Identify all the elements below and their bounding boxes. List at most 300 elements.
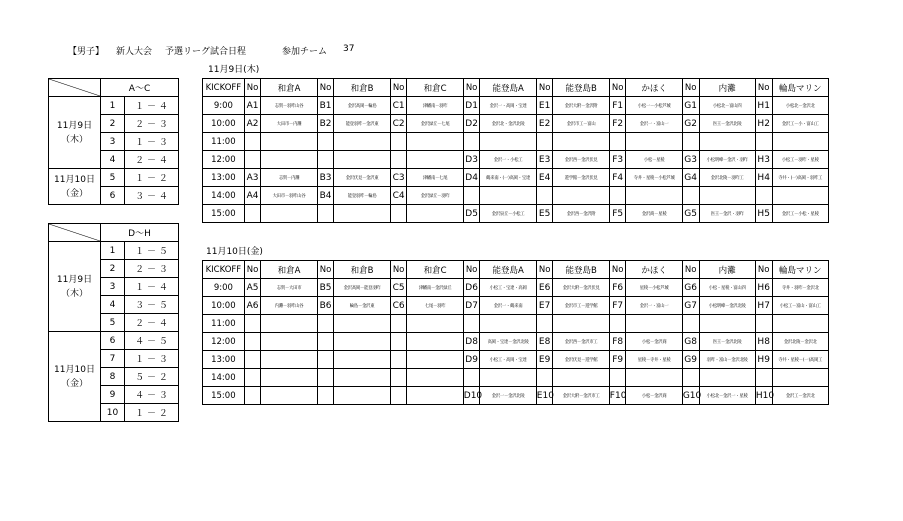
match-teams: 金沢工－小・富山工 — [772, 115, 828, 133]
match-code: G3 — [682, 151, 699, 169]
table-row — [203, 315, 829, 333]
match-code: G10 — [682, 387, 699, 405]
table-row — [203, 115, 829, 133]
match-code: C1 — [390, 97, 407, 115]
match-teams — [699, 315, 755, 333]
match-no: 2 — [101, 115, 125, 133]
match-teams: 七尾－羽咋 — [407, 297, 463, 315]
match-no: 1 — [101, 242, 125, 260]
match-code: B3 — [317, 169, 334, 187]
match-no: 7 — [101, 350, 125, 368]
match-code: G9 — [682, 351, 699, 369]
match-pair: ４ － ５ — [125, 332, 179, 350]
match-teams — [407, 151, 463, 169]
match-teams: 輪島－金沢東 — [334, 297, 390, 315]
match-code: D4 — [463, 169, 480, 187]
match-code — [536, 315, 553, 333]
match-code — [390, 315, 407, 333]
match-code: E8 — [536, 333, 553, 351]
match-code — [390, 333, 407, 351]
match-code: G2 — [682, 115, 699, 133]
kickoff-time: 13:00 — [203, 351, 245, 369]
match-code: E4 — [536, 169, 553, 187]
kickoff-time: 12:00 — [203, 333, 245, 351]
match-code — [609, 315, 626, 333]
match-code: E6 — [536, 279, 553, 297]
match-pair: １ － ３ — [125, 350, 179, 368]
match-code: F6 — [609, 279, 626, 297]
day1-date-label: 11月9日(木) — [208, 65, 260, 75]
venue-header: 和倉C — [407, 261, 463, 279]
kickoff-time: 11:00 — [203, 315, 245, 333]
venue-header: 和倉C — [407, 79, 463, 97]
match-code — [317, 133, 334, 151]
diagonal-corner — [49, 79, 101, 97]
match-code: H4 — [755, 169, 772, 187]
match-teams: 遊学館－金沢伏見 — [553, 169, 609, 187]
match-code: B6 — [317, 297, 334, 315]
match-code: C6 — [390, 297, 407, 315]
match-teams: 小松工・高岡・宝達 — [480, 351, 536, 369]
match-teams — [261, 387, 317, 405]
match-teams: 寺井・星稜－(一)高岡工 — [772, 351, 828, 369]
match-code — [244, 387, 261, 405]
match-code — [390, 133, 407, 151]
table-row — [203, 369, 829, 387]
kickoff-time: 10:00 — [203, 297, 245, 315]
table-row — [203, 279, 829, 297]
venue-header: 能登島A — [480, 79, 536, 97]
match-teams — [334, 351, 390, 369]
match-no: 10 — [101, 404, 125, 422]
match-teams — [772, 369, 828, 387]
match-pair: ２ － ４ — [125, 151, 179, 169]
match-code: C5 — [390, 279, 407, 297]
match-teams — [334, 133, 390, 151]
match-teams: 小松工・宝達・高岡 — [480, 279, 536, 297]
match-no: 6 — [101, 332, 125, 350]
match-teams: 能登羽咋－金沢東 — [334, 115, 390, 133]
match-code — [682, 133, 699, 151]
match-teams — [699, 187, 755, 205]
match-teams — [626, 369, 682, 387]
schedule-header-row — [203, 79, 829, 97]
match-no: 3 — [101, 133, 125, 151]
match-code — [536, 133, 553, 151]
match-pair: １ － ４ — [125, 278, 179, 296]
no-header: No — [463, 79, 480, 97]
venue-header: 能登島A — [480, 261, 536, 279]
match-teams — [480, 315, 536, 333]
match-teams — [407, 351, 463, 369]
match-code: D2 — [463, 115, 480, 133]
no-header: No — [536, 261, 553, 279]
match-code: H9 — [755, 351, 772, 369]
match-code: D10 — [463, 387, 480, 405]
no-header: No — [682, 261, 699, 279]
match-code — [463, 315, 480, 333]
no-header: No — [317, 79, 334, 97]
match-teams: 金沢一・高岡・宝達 — [480, 97, 536, 115]
match-teams — [261, 315, 317, 333]
match-code — [390, 387, 407, 405]
match-teams — [626, 315, 682, 333]
match-code: H2 — [755, 115, 772, 133]
table-row — [203, 205, 829, 223]
kickoff-header: KICKOFF — [203, 79, 245, 97]
match-teams: 金沢伏見－遊学館 — [553, 351, 609, 369]
match-code — [682, 187, 699, 205]
match-pair: ２ － ４ — [125, 314, 179, 332]
match-teams — [407, 315, 463, 333]
schedule-title: 予選リーグ試合日程 — [165, 47, 247, 57]
day2-schedule-table — [202, 260, 829, 405]
date-cell: 11月9日 （木） — [49, 242, 101, 332]
match-code — [755, 187, 772, 205]
match-teams: 津幡南－金沢緑丘 — [407, 279, 463, 297]
match-teams: 星稜－小松芦城 — [626, 279, 682, 297]
match-code — [609, 187, 626, 205]
match-teams — [261, 133, 317, 151]
match-teams: 星稜－寺井・星稜 — [626, 351, 682, 369]
match-teams — [261, 351, 317, 369]
match-teams: 鶴来南・(一)高岡・宝達 — [480, 169, 536, 187]
match-code: F5 — [609, 205, 626, 223]
no-header: No — [755, 79, 772, 97]
match-teams: 金沢緑丘－七尾 — [407, 115, 463, 133]
match-teams — [553, 369, 609, 387]
match-teams: 金沢大附－金沢伏見 — [553, 279, 609, 297]
match-code: E1 — [536, 97, 553, 115]
match-pair: ５ － ２ — [125, 368, 179, 386]
match-no: 2 — [101, 260, 125, 278]
match-code: F7 — [609, 297, 626, 315]
diagonal-corner — [49, 224, 101, 242]
match-teams — [334, 387, 390, 405]
venue-header: 和倉B — [334, 261, 390, 279]
match-code: E3 — [536, 151, 553, 169]
match-code: F8 — [609, 333, 626, 351]
match-teams: 寺井・星稜－小松芦城 — [626, 169, 682, 187]
match-teams — [772, 133, 828, 151]
venue-header: 和倉A — [261, 79, 317, 97]
venue-header: 輪島マリン — [772, 261, 828, 279]
match-code — [317, 315, 334, 333]
table-row — [203, 187, 829, 205]
kickoff-header: KICKOFF — [203, 261, 245, 279]
match-code: E7 — [536, 297, 553, 315]
match-code — [682, 315, 699, 333]
match-code — [390, 351, 407, 369]
match-code: C4 — [390, 187, 407, 205]
match-teams: 内灘－羽咋山谷 — [261, 297, 317, 315]
match-teams — [407, 205, 463, 223]
match-pair: １ － ２ — [125, 169, 179, 187]
teams-label: 参加チーム — [282, 47, 328, 57]
venue-header: かほく — [626, 79, 682, 97]
match-code: F9 — [609, 351, 626, 369]
kickoff-time: 11:00 — [203, 133, 245, 151]
match-code: C2 — [390, 115, 407, 133]
match-teams — [407, 133, 463, 151]
match-pair: ２ － ３ — [125, 115, 179, 133]
match-no: 1 — [101, 97, 125, 115]
match-teams — [261, 369, 317, 387]
match-code — [244, 133, 261, 151]
match-teams: 小松・星稜・富山四 — [699, 279, 755, 297]
match-pair: ３ － ４ — [125, 187, 179, 205]
match-code: D9 — [463, 351, 480, 369]
match-no: 4 — [101, 151, 125, 169]
no-header: No — [390, 261, 407, 279]
match-code: D8 — [463, 333, 480, 351]
venue-header: 内灘 — [699, 261, 755, 279]
match-teams: 医王－金沢北陵 — [699, 115, 755, 133]
match-code: G1 — [682, 97, 699, 115]
match-teams — [772, 315, 828, 333]
match-code — [609, 133, 626, 151]
match-teams: 金沢一・富山一 — [626, 115, 682, 133]
match-code — [390, 369, 407, 387]
kickoff-time: 9:00 — [203, 279, 245, 297]
match-teams: 津幡南－羽咋 — [407, 97, 463, 115]
match-teams — [772, 187, 828, 205]
no-header: No — [682, 79, 699, 97]
match-pair: ４ － ３ — [125, 386, 179, 404]
match-code — [244, 369, 261, 387]
match-teams: 志賀－大田市 — [261, 279, 317, 297]
venue-header: かほく — [626, 261, 682, 279]
match-code: B4 — [317, 187, 334, 205]
venue-header: 能登島B — [553, 79, 609, 97]
no-header: No — [390, 79, 407, 97]
match-teams: 志賀－羽咋山谷 — [261, 97, 317, 115]
date-cell: 11月10日 （金） — [49, 332, 101, 422]
match-code — [463, 369, 480, 387]
group-ac-title: A～C — [101, 79, 179, 97]
match-code: B1 — [317, 97, 334, 115]
match-teams: 金沢伏見－金沢東 — [334, 169, 390, 187]
match-teams: 金沢高岡－能登羽咋 — [334, 279, 390, 297]
match-teams — [553, 315, 609, 333]
match-code: H5 — [755, 205, 772, 223]
table-row — [203, 333, 829, 351]
match-code — [390, 205, 407, 223]
match-teams: 大田市－内灘 — [261, 115, 317, 133]
match-teams: 高岡・宝達－金沢北陵 — [480, 333, 536, 351]
gender-label: 【男子】 — [68, 47, 105, 57]
match-teams: 金沢北・金沢北陵 — [480, 115, 536, 133]
table-row — [203, 387, 829, 405]
match-code: D5 — [463, 205, 480, 223]
no-header: No — [317, 261, 334, 279]
match-code: G7 — [682, 297, 699, 315]
match-code — [244, 315, 261, 333]
match-teams — [480, 187, 536, 205]
match-code: A1 — [244, 97, 261, 115]
match-code: E9 — [536, 351, 553, 369]
match-teams — [334, 151, 390, 169]
match-teams: 金沢一・富山一 — [626, 297, 682, 315]
match-code: H8 — [755, 333, 772, 351]
match-code: G5 — [682, 205, 699, 223]
match-teams: 金沢工－小松・星稜 — [772, 205, 828, 223]
match-teams: 金沢一・鶴来南 — [480, 297, 536, 315]
match-code — [390, 151, 407, 169]
match-code — [609, 369, 626, 387]
no-header: No — [463, 261, 480, 279]
kickoff-time: 10:00 — [203, 115, 245, 133]
match-code: G4 — [682, 169, 699, 187]
group-dh-title: D～H — [101, 224, 179, 242]
match-code — [682, 369, 699, 387]
match-code: E2 — [536, 115, 553, 133]
match-code: A6 — [244, 297, 261, 315]
table-row — [203, 97, 829, 115]
match-teams: 金沢市工－遊学館 — [553, 297, 609, 315]
match-code: A4 — [244, 187, 261, 205]
date-cell: 11月9日 （木） — [49, 97, 101, 169]
match-teams: 金沢一・小松工 — [480, 151, 536, 169]
match-teams: 小松北－金沢一・星稜 — [699, 387, 755, 405]
match-pair: ２ － ３ — [125, 260, 179, 278]
kickoff-time: 9:00 — [203, 97, 245, 115]
no-header: No — [609, 261, 626, 279]
match-code: D1 — [463, 97, 480, 115]
match-teams: 金沢北陵－羽咋工 — [699, 169, 755, 187]
match-teams: 志賀－内灘 — [261, 169, 317, 187]
no-header: No — [244, 79, 261, 97]
match-teams: 小松工－富山・富山工 — [772, 297, 828, 315]
schedule-header-row — [203, 261, 829, 279]
venue-header: 和倉B — [334, 79, 390, 97]
match-teams: 金沢工－金沢北 — [772, 387, 828, 405]
match-code: B5 — [317, 279, 334, 297]
venue-header: 内灘 — [699, 79, 755, 97]
match-teams — [334, 333, 390, 351]
match-code: F1 — [609, 97, 626, 115]
match-teams — [261, 205, 317, 223]
table-row — [203, 169, 829, 187]
match-no: 8 — [101, 368, 125, 386]
match-code — [755, 133, 772, 151]
kickoff-time: 13:00 — [203, 169, 245, 187]
date-cell: 11月10日 （金） — [49, 169, 101, 205]
match-code: F10 — [609, 387, 626, 405]
match-teams: 寺井・(一)高岡・羽咋工 — [772, 169, 828, 187]
kickoff-time: 15:00 — [203, 205, 245, 223]
match-no: 5 — [101, 314, 125, 332]
venue-header: 能登島B — [553, 261, 609, 279]
match-teams: 金沢高岡－輪島 — [334, 97, 390, 115]
match-teams: 金沢市工－富山 — [553, 115, 609, 133]
match-teams: 小松北－富山四 — [699, 97, 755, 115]
match-teams: 医王－金沢北陵 — [699, 333, 755, 351]
match-teams — [553, 133, 609, 151]
match-code — [755, 315, 772, 333]
match-teams — [334, 315, 390, 333]
match-teams — [699, 133, 755, 151]
match-code: H3 — [755, 151, 772, 169]
venue-header: 輪島マリン — [772, 79, 828, 97]
match-teams: 小松一－小松芦城 — [626, 97, 682, 115]
match-teams — [699, 369, 755, 387]
match-code: H1 — [755, 97, 772, 115]
kickoff-time: 15:00 — [203, 387, 245, 405]
match-code: G8 — [682, 333, 699, 351]
match-code: F4 — [609, 169, 626, 187]
match-teams — [261, 333, 317, 351]
match-code: D6 — [463, 279, 480, 297]
day1-schedule-table — [202, 78, 829, 223]
match-teams: 金沢大附－金沢市工 — [553, 387, 609, 405]
kickoff-time: 12:00 — [203, 151, 245, 169]
kickoff-time: 14:00 — [203, 187, 245, 205]
table-row — [203, 351, 829, 369]
match-teams: 大田市－羽咋山谷 — [261, 187, 317, 205]
match-teams: 医王－金沢・羽咋 — [699, 205, 755, 223]
match-code — [244, 205, 261, 223]
match-code — [463, 133, 480, 151]
day2-date-label: 11月10日(金) — [206, 247, 263, 257]
no-header: No — [244, 261, 261, 279]
match-teams: 金沢西－金沢伏見 — [553, 151, 609, 169]
match-teams — [334, 369, 390, 387]
match-code: H10 — [755, 387, 772, 405]
match-code — [317, 333, 334, 351]
match-teams: 金沢西－金沢附 — [553, 205, 609, 223]
match-code: A2 — [244, 115, 261, 133]
match-code — [317, 387, 334, 405]
match-teams — [407, 333, 463, 351]
match-code: H6 — [755, 279, 772, 297]
match-teams: 寺井・羽咋－金沢北 — [772, 279, 828, 297]
match-code: E10 — [536, 387, 553, 405]
match-code: F3 — [609, 151, 626, 169]
match-teams: 金沢商－星稜 — [626, 205, 682, 223]
match-code: H7 — [755, 297, 772, 315]
no-header: No — [536, 79, 553, 97]
match-teams: 小松－星稜 — [626, 151, 682, 169]
match-teams: 金沢西－金沢市工 — [553, 333, 609, 351]
venue-header: 和倉A — [261, 261, 317, 279]
match-teams: 小松工－羽咋・星稜 — [772, 151, 828, 169]
match-teams: 羽咋・富山－金沢北陵 — [699, 351, 755, 369]
match-code: E5 — [536, 205, 553, 223]
tournament-name: 新人大会 — [116, 47, 153, 57]
match-code — [317, 369, 334, 387]
teams-count: 37 — [343, 44, 355, 54]
match-code — [317, 205, 334, 223]
no-header: No — [609, 79, 626, 97]
match-teams: 小松明峰－金沢北陵 — [699, 297, 755, 315]
match-teams: 金沢北陵－金沢北 — [772, 333, 828, 351]
match-teams — [480, 369, 536, 387]
match-teams: 金沢緑丘－羽咋 — [407, 187, 463, 205]
match-teams — [334, 205, 390, 223]
match-code — [244, 151, 261, 169]
match-code — [317, 351, 334, 369]
table-row — [203, 133, 829, 151]
match-teams — [626, 133, 682, 151]
group-ac-table — [48, 78, 179, 205]
match-code — [317, 151, 334, 169]
match-code — [244, 351, 261, 369]
match-code: G6 — [682, 279, 699, 297]
match-code — [536, 187, 553, 205]
match-code — [755, 369, 772, 387]
match-teams: 金沢泉丘－小松工 — [480, 205, 536, 223]
